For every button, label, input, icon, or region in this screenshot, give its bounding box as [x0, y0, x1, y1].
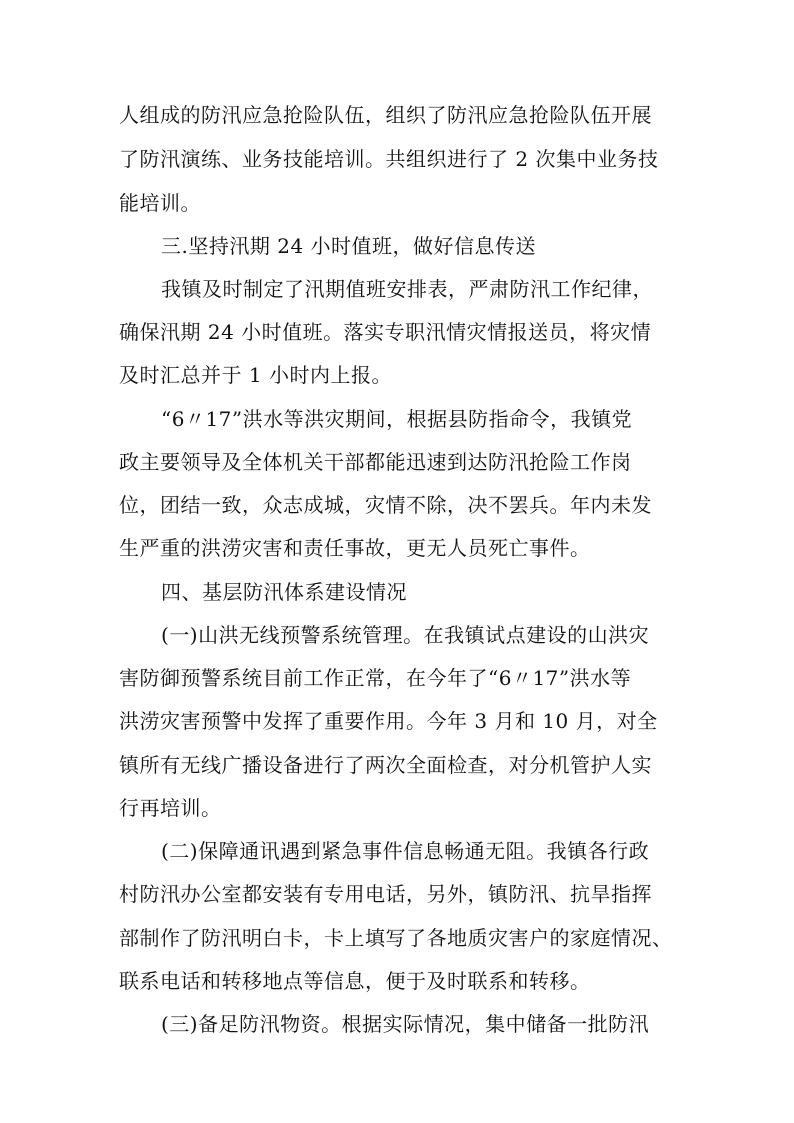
text-line: 政主要领导及全体机关干部都能迅速到达防汛抢险工作岗 — [119, 450, 632, 474]
text-line: 人组成的防汛应急抢险队伍，组织了防汛应急抢险队伍开展 — [119, 103, 652, 127]
section-heading: 四、基层防汛体系建设情况 — [161, 580, 407, 604]
text-line: 生严重的洪涝灾害和责任事故，更无人员死亡事件。 — [119, 536, 591, 560]
text-line: 洪涝灾害预警中发挥了重要作用。今年 3 月和 10 月，对全 — [119, 709, 658, 733]
text-line: (一)山洪无线预警系统管理。在我镇试点建设的山洪灾 — [161, 623, 650, 647]
text-line: 行再培训。 — [119, 796, 222, 820]
text-line: 镇所有无线广播设备进行了两次全面检查，对分机管护人实 — [119, 753, 652, 777]
text-line: 部制作了防汛明白卡，卡上填写了各地质灾害户的家庭情况、 — [119, 926, 673, 950]
text-line: (二)保障通讯遇到紧急事件信息畅通无阻。我镇各行政 — [161, 839, 650, 863]
section-heading: 三.坚持汛期 24 小时值班，做好信息传送 — [161, 234, 537, 258]
text-line: 及时汇总并于 1 小时内上报。 — [119, 363, 392, 387]
text-line: “6〃17”洪水等洪灾期间，根据县防指命令，我镇党 — [161, 407, 633, 431]
text-line: 我镇及时制定了汛期值班安排表，严肃防汛工作纪律， — [161, 277, 653, 301]
text-line: 害防御预警系统目前工作正常，在今年了“6〃17”洪水等 — [119, 666, 632, 690]
text-line: 了防汛演练、业务技能培训。共组织进行了 2 次集中业务技 — [119, 147, 659, 171]
text-line: 能培训。 — [119, 191, 201, 215]
text-line: 确保汛期 24 小时值班。落实专职汛情灾情报送员，将灾情 — [119, 320, 652, 344]
text-line: 联系电话和转移地点等信息，便于及时联系和转移。 — [119, 969, 591, 993]
text-line: 位，团结一致，众志成城，灾情不除，决不罢兵。年内未发 — [119, 493, 652, 517]
text-line: (三)备足防汛物资。根据实际情况，集中储备一批防汛 — [161, 1012, 650, 1036]
text-line: 村防汛办公室都安装有专用电话，另外，镇防汛、抗旱指挥 — [119, 882, 652, 906]
